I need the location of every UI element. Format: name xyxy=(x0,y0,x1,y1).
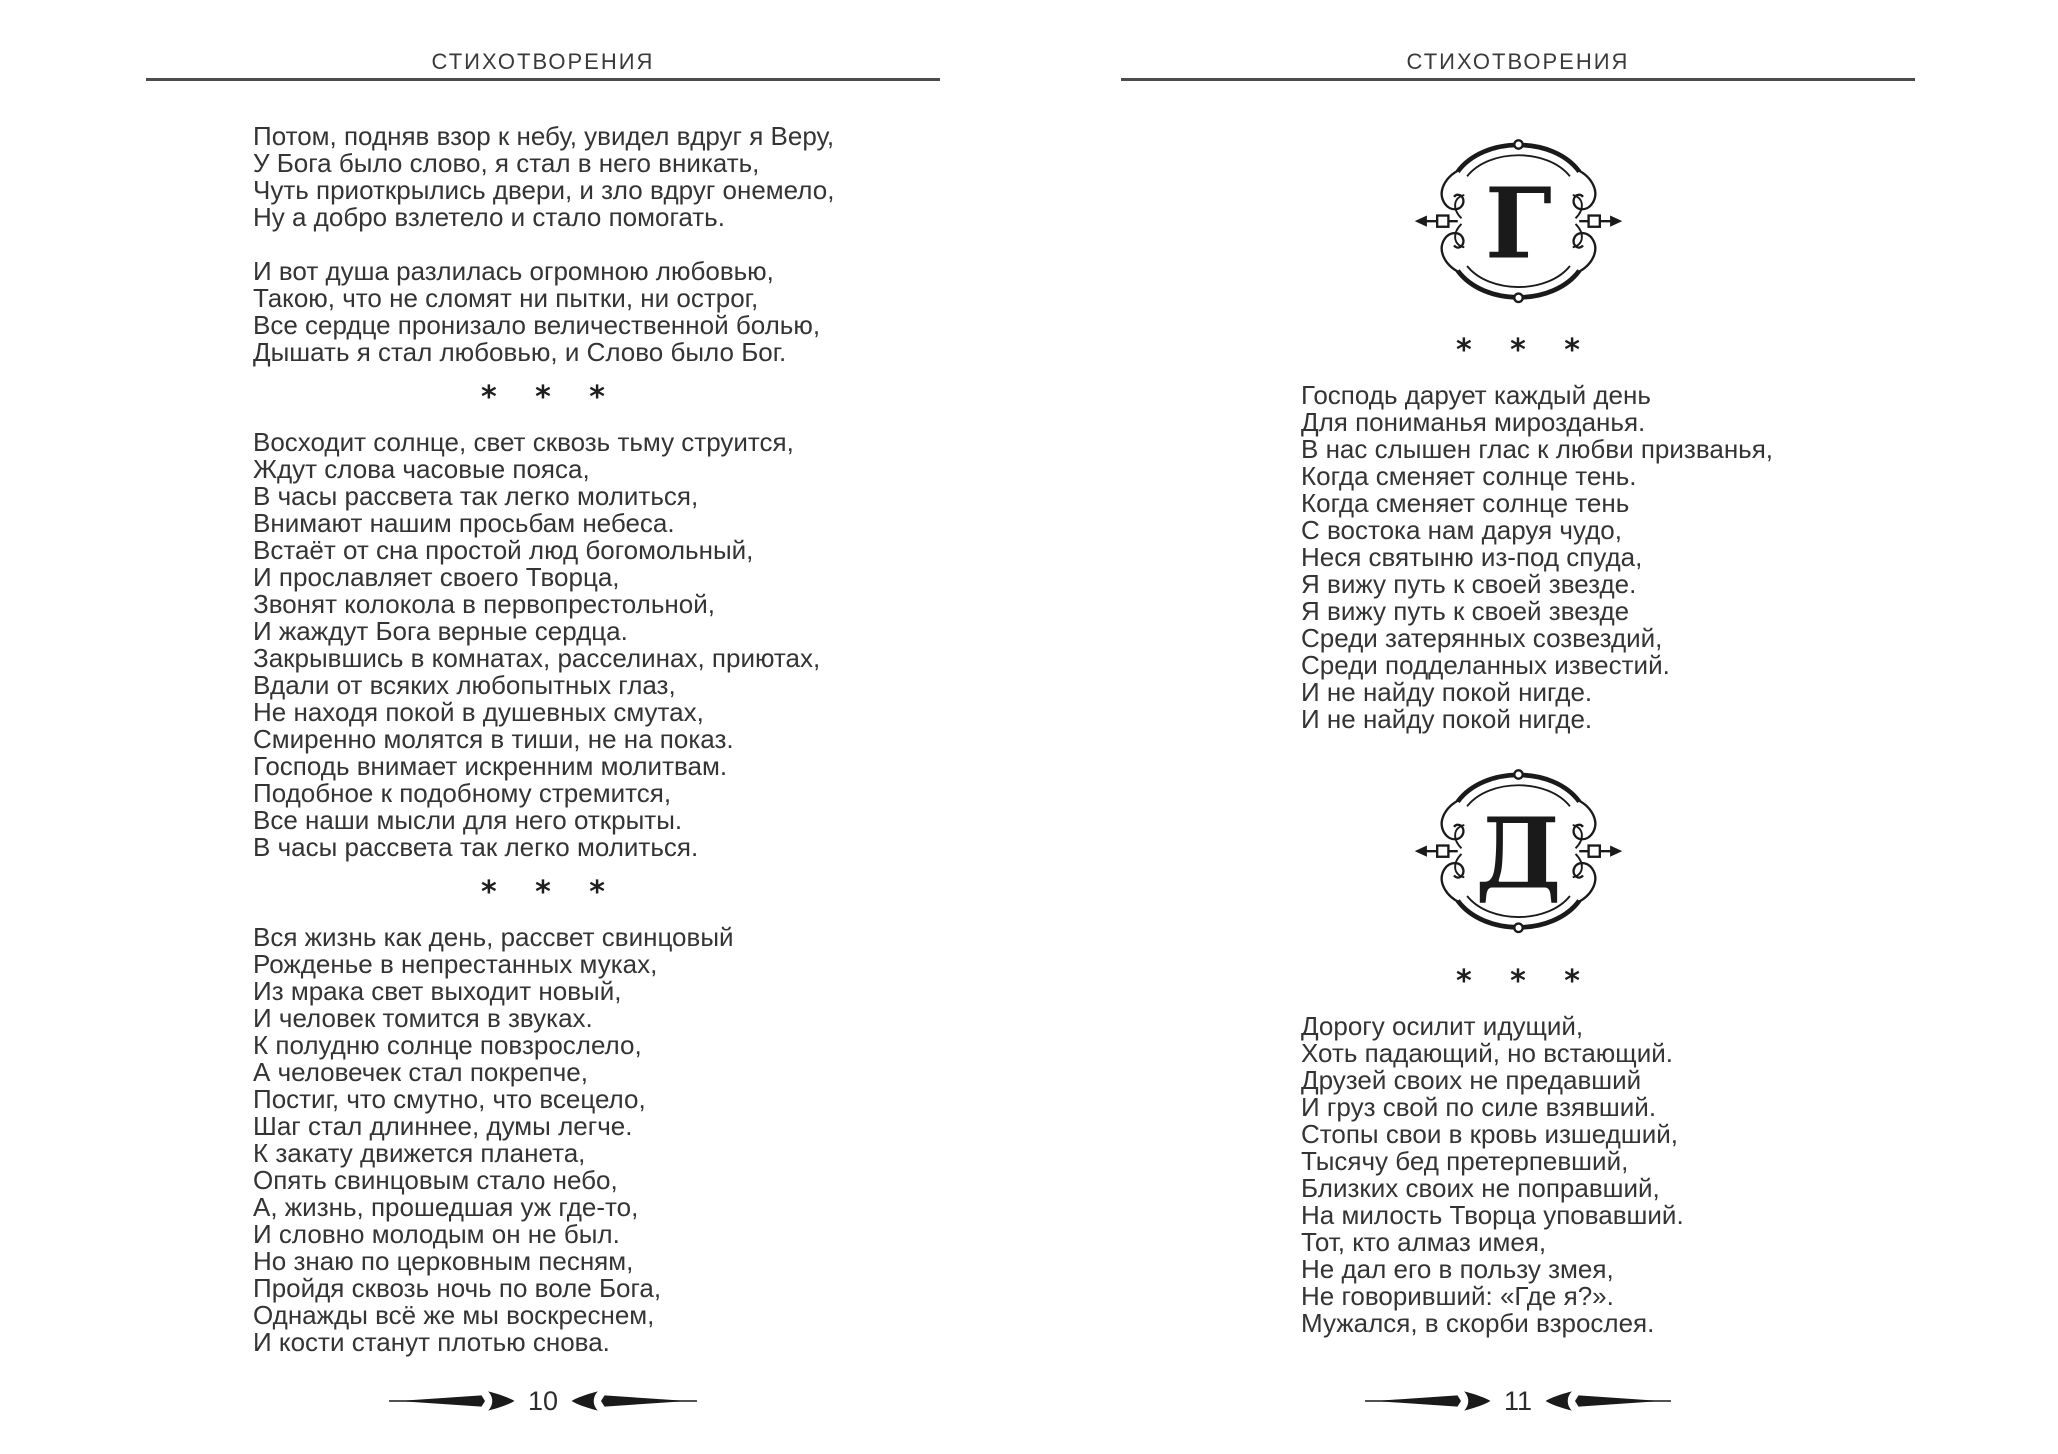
poem-line: Хоть падающий, но встающий. xyxy=(1301,1037,1673,1068)
poem-line: Восходит солнце, свет сквозь тьму струится, xyxy=(253,427,794,457)
poem-line: Среди подделанных известий. xyxy=(1301,650,1670,681)
poem-line: Постиг, что смутно, что всецело, xyxy=(253,1084,646,1114)
drop-cap-ornament-d xyxy=(1411,753,1626,949)
page-number: 10 xyxy=(527,1385,559,1416)
poem-line: Я вижу путь к своей звезде xyxy=(1301,596,1630,627)
poem-line: В нас слышен глас к любви призванья, xyxy=(1301,434,1774,465)
page-number: 11 xyxy=(1503,1385,1533,1416)
poem-line: В часы рассвета так легко молиться, xyxy=(253,481,699,511)
right-head-area xyxy=(1121,0,1915,81)
poem-stanza xyxy=(1301,380,1774,735)
poem-line: Вся жизнь как день, рассвет свинцовый xyxy=(253,922,734,952)
poem-line: Неся святыню из-под спуда, xyxy=(1301,542,1643,573)
poem-line: И не найду покой нигде. xyxy=(1301,677,1593,708)
left-page-footer xyxy=(253,1384,833,1418)
poem-line: Закрывшись в комнатах, расселинах, приютах, xyxy=(253,643,821,673)
stars-separator: * * * xyxy=(481,875,619,910)
poem-stanza xyxy=(253,924,833,1356)
poem-line: Ждут слова часовые пояса, xyxy=(253,454,590,484)
poem-line: Стопы свои в кровь изшедший, xyxy=(1301,1118,1678,1149)
poem-line: Пройдя сквозь ночь по воле Бога, xyxy=(253,1273,662,1303)
stanza-gap xyxy=(253,231,833,258)
poem-line: Я вижу путь к своей звезде. xyxy=(1301,569,1637,600)
poem-line: И человек томится в звуках. xyxy=(253,1003,593,1033)
poem-line: Близких своих не поправший, xyxy=(1301,1172,1660,1203)
poem-line: Смиренно молятся в тиши, не на показ. xyxy=(253,724,734,754)
drop-cap-letter-d: Д xyxy=(1474,796,1562,911)
poem-line: Но знаю по церковным песням, xyxy=(253,1246,634,1276)
poem-line: Дышать я стал любовью, и Слово было Бог. xyxy=(253,337,787,367)
poem-line: Встаёт от сна простой люд богомольный, xyxy=(253,535,754,565)
poem-line: И прославляет своего Творца, xyxy=(253,562,620,592)
poem-line: Друзей своих не предавший xyxy=(1301,1064,1642,1095)
monogram-frame-icon xyxy=(1411,123,1626,319)
poem-line: И жаждут Бога верные сердца. xyxy=(253,616,628,646)
header-rule xyxy=(1121,78,1915,81)
poem-line: У Бога было слово, я стал в него вникать, xyxy=(253,148,760,178)
poem-line: Из мрака свет выходит новый, xyxy=(253,976,622,1006)
poem-line: Господь внимает искренним молитвам. xyxy=(253,751,728,781)
poem-line: Все сердце пронизало величественной болью, xyxy=(253,310,821,340)
poem-line: Не говоривший: «Где я?». xyxy=(1301,1280,1614,1311)
right-poem-column xyxy=(1301,123,1774,1338)
poem-line: А, жизнь, прошедшая уж где-то, xyxy=(253,1192,639,1222)
poem-line: Тысячу бед претерпевший, xyxy=(1301,1145,1629,1176)
poem-line: Подобное к подобному стремится, xyxy=(253,778,672,808)
poem-line: Господь дарует каждый день xyxy=(1301,380,1651,411)
drop-cap-ornament-g xyxy=(1411,123,1626,319)
poem-line: В часы рассвета так легко молиться. xyxy=(253,832,699,862)
poem-line: Потом, подняв взор к небу, увидел вдруг я Веру, xyxy=(253,121,835,151)
poem-line: С востока нам даруя чудо, xyxy=(1301,515,1622,546)
poem-line: А человечек стал покрепче, xyxy=(253,1057,588,1087)
poem-line: Рожденье в непрестанных муках, xyxy=(253,949,658,979)
footer-flourish-right-icon xyxy=(570,1389,698,1413)
poem-line: Когда сменяет солнце тень xyxy=(1301,488,1630,519)
running-head: СТИХОТВОРЕНИЯ xyxy=(1406,49,1630,74)
right-page-footer xyxy=(1301,1384,1735,1418)
poem-stanza xyxy=(1301,1010,1735,1338)
poem-line: Дорогу осилит идущий, xyxy=(1301,1010,1584,1041)
poem-line: И груз свой по силе взявший. xyxy=(1301,1091,1657,1122)
poem-stanza xyxy=(253,429,833,861)
running-head: СТИХОТВОРЕНИЯ xyxy=(431,49,655,74)
monogram-frame-icon xyxy=(1411,753,1626,949)
stars-separator: * * * xyxy=(1456,963,1594,999)
poem-line: Такою, что не сломят ни пытки, ни острог, xyxy=(253,283,759,313)
poem-line: Не дал его в пользу змея, xyxy=(1301,1253,1614,1284)
poem-line: И не найду покой нигде. xyxy=(1301,704,1593,735)
left-poem-column xyxy=(253,123,833,1356)
poem-line: И кости станут плотью снова. xyxy=(253,1327,610,1357)
poem-line: И вот душа разлилась огромною любовью, xyxy=(253,256,774,286)
poem-line: Звонят колокола в первопрестольной, xyxy=(253,589,715,619)
poem-stanza xyxy=(253,123,833,231)
poem-line: Ну а добро взлетело и стало помогать. xyxy=(253,202,725,232)
stars-separator: * * * xyxy=(481,380,619,415)
poem-line: Шаг стал длиннее, думы легче. xyxy=(253,1111,633,1141)
drop-cap-letter-g: Г xyxy=(1484,166,1552,281)
footer-flourish-right-icon xyxy=(1544,1389,1672,1413)
poem-line: И словно молодым он не был. xyxy=(253,1219,620,1249)
poem-line: Все наши мысли для него открыты. xyxy=(253,805,683,835)
left-head-area xyxy=(146,0,940,81)
poem-line: Тот, кто алмаз имея, xyxy=(1301,1226,1547,1257)
footer-flourish-left-icon xyxy=(388,1389,516,1413)
poem-line: Для пониманья мирозданья. xyxy=(1301,407,1646,438)
poem-line: Мужался, в скорби взрослея. xyxy=(1301,1307,1655,1338)
poem-line: Среди затерянных созвездий, xyxy=(1301,623,1663,654)
poem-line: На милость Творца уповавший. xyxy=(1301,1199,1684,1230)
poem-line: Не находя покой в душевных смутах, xyxy=(253,697,704,727)
poem-line: Чуть приоткрылись двери, и зло вдруг онемело, xyxy=(253,175,835,205)
poem-line: Однажды всё же мы воскреснем, xyxy=(253,1300,655,1330)
footer-flourish-left-icon xyxy=(1364,1389,1492,1413)
poem-line: Когда сменяет солнце тень. xyxy=(1301,461,1637,492)
poem-line: Опять свинцовым стало небо, xyxy=(253,1165,618,1195)
poem-stanza xyxy=(253,258,833,366)
poem-line: К полудню солнце повзрослело, xyxy=(253,1030,642,1060)
poem-line: Вдали от всяких любопытных глаз, xyxy=(253,670,676,700)
poem-line: К закату движется планета, xyxy=(253,1138,586,1168)
poem-line: Внимают нашим просьбам небеса. xyxy=(253,508,675,538)
stars-separator: * * * xyxy=(1456,333,1594,369)
book-page-right xyxy=(1029,0,2058,1454)
header-rule xyxy=(146,78,940,81)
